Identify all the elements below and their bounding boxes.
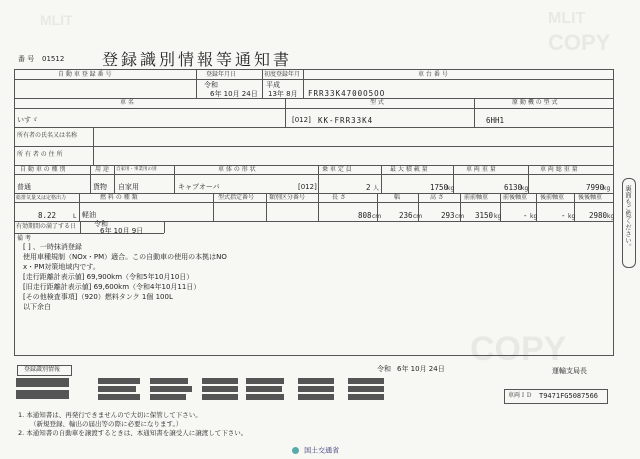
footer-note: 2. 本通知書の自動車を譲渡するときは、本通知書を譲受人に譲渡して下さい。	[18, 429, 248, 437]
gross-weight-unit: kg	[603, 185, 611, 192]
number-value: 01512	[42, 55, 65, 63]
width-unit: cm	[413, 213, 423, 220]
chassis-label: 車 台 番 号	[418, 71, 448, 78]
body-shape-label: 車 体 の 形 状	[218, 166, 256, 173]
watermark-mlit-left: MLIT	[40, 12, 73, 28]
front-rear-axle-label: 前後軸重	[503, 194, 528, 201]
use-value: 貨物	[93, 183, 107, 191]
rear-rear-axle-value: 2980	[589, 211, 608, 220]
chassis-number: FRR33K4700O5OO	[308, 89, 386, 98]
remarks-label: 備 考	[17, 235, 31, 242]
ministry-logo-icon	[292, 447, 299, 454]
remarks-line: 以下余白	[23, 303, 51, 311]
fuel-type-label: 燃 料 の 種 類	[100, 194, 138, 201]
gross-weight-value: 7990	[586, 183, 605, 192]
front-front-axle-value: 3150	[475, 211, 494, 220]
category-number-label: 類別区分番号	[269, 194, 306, 201]
vehicle-weight-value: 6130	[504, 183, 523, 192]
remarks-line: x・PM対策地域内です。	[23, 263, 100, 271]
model-designation-label: 型式指定番号	[218, 194, 255, 201]
vehicle-kind-value: 普通	[17, 183, 31, 191]
width-value: 236	[399, 211, 413, 220]
vehicle-id-label: 車両ＩＤ	[508, 392, 533, 399]
length-label: 長 さ	[332, 194, 346, 201]
body-shape-code: [012]	[298, 183, 317, 191]
car-name-label: 車 名	[120, 99, 134, 106]
remarks-line: [その他検査事項]（920）燃料タンク 1個 100L	[23, 293, 173, 301]
remarks-line: 使用車種規制（NOx・PM）適合。この自動車の使用の本拠はNO	[23, 253, 227, 261]
reg-date-label: 登録年月日	[206, 71, 237, 78]
remarks-line: [ ] 、一時抹消登録	[23, 243, 82, 251]
rear-front-axle-unit: kg	[568, 213, 576, 220]
ministry-mark	[292, 440, 339, 459]
footer-note: （新規登録、輸出の届出等の際に必要になります。）	[30, 420, 183, 428]
engine-type-value: 6HH1	[486, 116, 505, 125]
security-code-strip	[16, 378, 388, 408]
displacement-unit: L	[73, 213, 77, 220]
number-label: 番 号	[18, 55, 35, 63]
ministry-name: 国土交通省	[304, 446, 340, 455]
owner-address-label: 所 有 者 の 住 所	[17, 151, 63, 158]
capacity-value: 2	[366, 183, 371, 192]
expiry-date: 6年 10月 9日	[100, 227, 144, 235]
front-front-axle-label: 前前軸重	[464, 194, 489, 201]
length-unit: cm	[372, 213, 382, 220]
engine-type-label: 原 動 機 の 型 式	[512, 99, 558, 106]
displacement-label: 総排気量又は定格出力	[16, 195, 67, 201]
front-rear-axle-value: -	[523, 211, 528, 220]
rear-rear-axle-label: 後後軸重	[578, 194, 603, 201]
remarks-line: [走行距離計表示値] 69,900km（令和5年10月10日）	[23, 273, 194, 281]
body-shape-value: キャブオーバ	[178, 183, 220, 191]
car-name-value: いすゞ	[17, 116, 38, 124]
document-title: 登録識別情報等通知書	[102, 50, 293, 69]
first-reg-era: 平成	[266, 81, 280, 89]
rear-front-axle-value: -	[561, 211, 566, 220]
issue-date: 6年 10月 24日	[397, 365, 445, 373]
height-label: 高 さ	[430, 194, 444, 201]
footer-note: 1. 本通知書は、再発行できませんので大切に保管して下さい。	[18, 411, 202, 419]
vehicle-weight-label: 車 両 重 量	[466, 166, 496, 173]
reg-info-label: 登録識別情報	[24, 366, 61, 373]
first-reg-label: 初度登録年月	[264, 71, 301, 78]
first-reg-date: 13年 8月	[268, 90, 298, 98]
vehicle-id-value: T9471FG5087566	[539, 392, 599, 400]
displacement-value: 8.22	[38, 211, 57, 220]
height-value: 293	[441, 211, 455, 220]
expiry-era: 令和	[94, 220, 108, 228]
transport-office: 運輸支局長	[552, 367, 587, 375]
model-type-code: [012]	[292, 116, 311, 124]
max-load-value: 1750	[430, 183, 449, 192]
expiry-label: 有効期間の満了する日	[16, 223, 77, 230]
reg-info-box	[17, 365, 72, 376]
private-business-label: 自家用・事業用の別	[116, 167, 157, 172]
vehicle-weight-unit: kg	[521, 185, 529, 192]
private-value: 自家用	[118, 183, 139, 191]
capacity-unit: 人	[373, 185, 380, 192]
gross-weight-label: 車 両 総 重 量	[540, 166, 578, 173]
capacity-label: 乗 車 定 員	[322, 166, 352, 173]
side-tab-text: 裏面もご覧ください。	[624, 185, 632, 250]
use-label: 用 途	[95, 166, 109, 173]
rear-front-axle-label: 後前軸重	[540, 194, 565, 201]
model-type-value: KK-FRR33K4	[318, 116, 374, 125]
rear-rear-axle-unit: kg	[607, 213, 615, 220]
vehicle-id-box	[504, 389, 608, 404]
length-value: 808	[358, 211, 372, 220]
front-front-axle-unit: kg	[494, 213, 502, 220]
reg-number-label: 自 動 車 登 録 番 号	[58, 71, 112, 78]
reg-era: 令和	[204, 81, 218, 89]
remarks-line: [旧走行距離計表示値] 69,600km（令和4年10月11日）	[23, 283, 201, 291]
issue-era: 令和	[377, 365, 391, 373]
model-type-label: 型 式	[370, 99, 384, 106]
side-tab	[622, 178, 636, 268]
reg-date: 6年 10月 24日	[210, 90, 258, 98]
watermark-mlit: MLIT	[548, 10, 586, 27]
vehicle-kind-label: 自 動 車 の 種 別	[20, 166, 66, 173]
front-rear-axle-unit: kg	[530, 213, 538, 220]
owner-name-label: 所有者の氏名又は名称	[17, 132, 78, 139]
max-load-label: 最 大 積 載 量	[390, 166, 428, 173]
fuel-type-value: 軽油	[82, 211, 96, 219]
watermark-copy: COPY	[548, 30, 611, 55]
watermark-copy-bottom: COPY	[470, 330, 567, 368]
height-unit: cm	[455, 213, 465, 220]
max-load-unit: kg	[447, 185, 455, 192]
width-label: 幅	[394, 194, 401, 201]
